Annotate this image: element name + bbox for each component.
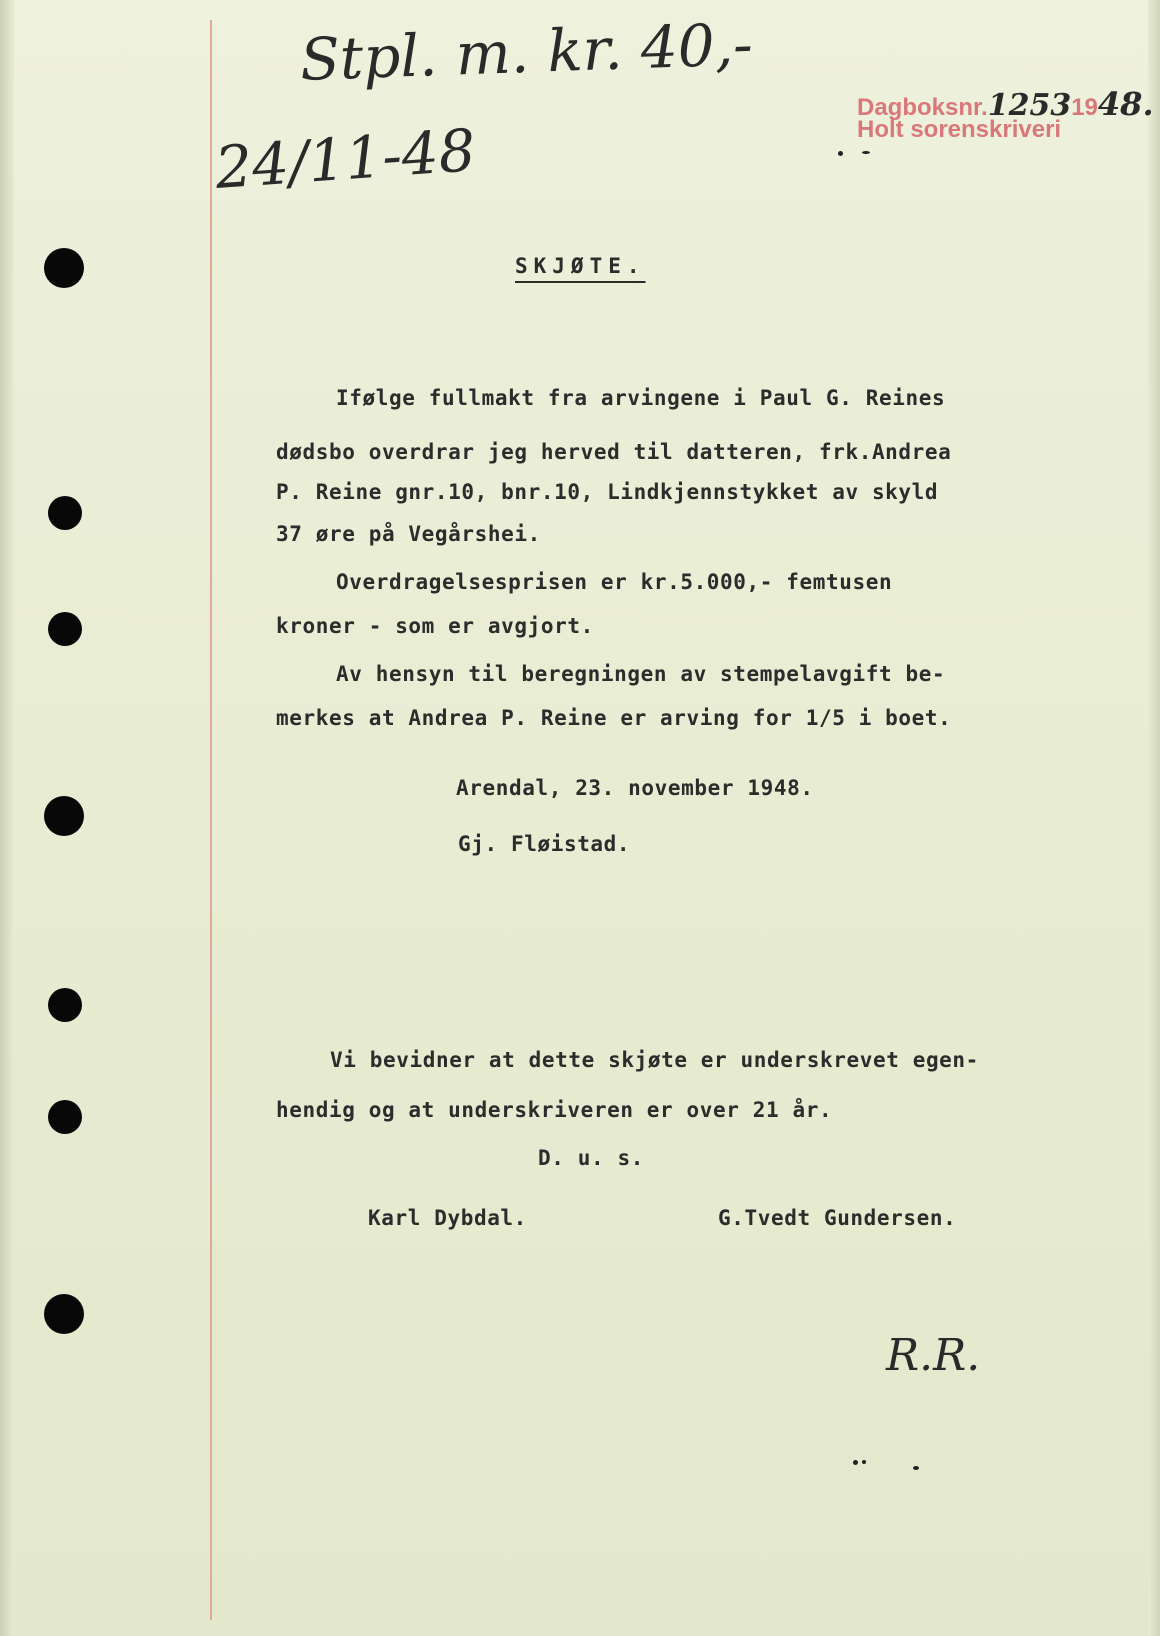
- paragraph1-line1: Ifølge fullmakt fra arvingene i Paul G. Reines: [336, 386, 946, 410]
- punch-hole: [44, 1294, 84, 1334]
- punch-hole: [48, 496, 82, 530]
- dus-abbreviation: D. u. s.: [538, 1146, 644, 1170]
- signer-name: Gj. Fløistad.: [458, 832, 631, 856]
- registry-stamp-office: Holt sorenskriveri: [857, 116, 1062, 143]
- ink-speck: [862, 151, 870, 154]
- page-right-edge: [1148, 0, 1160, 1636]
- margin-line: [210, 20, 212, 1620]
- punch-hole: [44, 796, 84, 836]
- paragraph3-line1: Av hensyn til beregningen av stempelavgift be-: [336, 662, 946, 686]
- page-left-edge: [0, 0, 14, 1636]
- punch-hole: [48, 1100, 82, 1134]
- stamp-year-printed: 19: [1071, 94, 1098, 121]
- punch-hole: [48, 612, 82, 646]
- ink-speck: [853, 1460, 858, 1465]
- witness-statement-line2: hendig og at underskriveren er over 21 år.: [276, 1098, 833, 1122]
- paragraph2-line2: kroner - som er avgjort.: [276, 614, 594, 638]
- paragraph1-line3: P. Reine gnr.10, bnr.10, Lindkjennstykket av skyld: [276, 480, 939, 504]
- punch-hole: [44, 248, 84, 288]
- paragraph2-line1: Overdragelsesprisen er kr.5.000,- femtusen: [336, 570, 893, 594]
- ink-speck: [838, 151, 843, 156]
- stamp-written-year: 48.: [1097, 85, 1154, 123]
- handwritten-date: 24/11-48: [212, 115, 478, 203]
- witness1-name: Karl Dybdal.: [368, 1206, 527, 1230]
- ink-speck: [913, 1466, 919, 1470]
- witness-statement-line1: Vi bevidner at dette skjøte er underskrevet egen-: [330, 1048, 979, 1072]
- stamp-prefix: Dagboksnr.: [857, 94, 988, 121]
- handwritten-stamp-fee: Stpl. m. kr. 40,-: [298, 10, 754, 94]
- witness2-name: G.Tvedt Gundersen.: [718, 1206, 957, 1230]
- paragraph3-line2: merkes at Andrea P. Reine er arving for 1/5 i boet.: [276, 706, 952, 730]
- ink-speck: [862, 1460, 866, 1464]
- stamp-written-number: 1253: [987, 88, 1072, 123]
- paragraph1-line4: 37 øre på Vegårshei.: [276, 522, 541, 546]
- handwritten-initials: R.R.: [886, 1330, 981, 1381]
- paragraph1-line2: dødsbo overdrar jeg herved til datteren, frk.Andrea: [276, 440, 952, 464]
- document-title: SKJØTE.: [515, 254, 646, 278]
- place-date: Arendal, 23. november 1948.: [456, 776, 814, 800]
- punch-hole: [48, 988, 82, 1022]
